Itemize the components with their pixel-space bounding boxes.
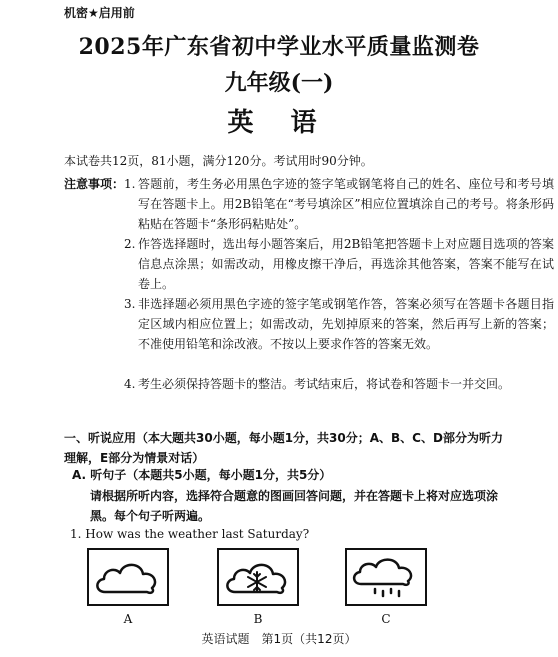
option-a-picture — [87, 548, 169, 606]
note-number: 1. — [124, 177, 136, 191]
note-number: 2. — [124, 237, 136, 251]
snow-icon — [219, 550, 297, 604]
option-c-label: C — [381, 612, 391, 626]
note-text: 作答选择题时，选出每小题答案后，用2B铅笔把答题卡上对应题目选项的答案信息点涂黑；如需改动，用橡皮擦干净后，再选涂其他答案，答案不能写在试卷上。 — [138, 237, 554, 291]
option-a-label: A — [123, 612, 133, 626]
notes-label: 注意事项： — [64, 177, 125, 191]
part-a-instruction: 请根据所听内容，选择符合题意的图画回答问题，并在答题卡上将对应选项涂黑。每个句子听两遍。 — [90, 489, 499, 523]
question-1-text: 1. How was the weather last Saturday? — [70, 527, 310, 541]
option-b-label: B — [253, 612, 263, 626]
option-b-picture — [217, 548, 299, 606]
exam-info: 本试卷共12页，81小题，满分120分。考试用时90分钟。 — [64, 154, 373, 168]
exam-subject: 英 语 — [227, 108, 331, 138]
exam-title: 2025年广东省初中学业水平质量监测卷 — [78, 34, 480, 60]
rain-icon — [347, 550, 425, 604]
note-number: 4. — [124, 377, 136, 391]
note-item — [124, 294, 554, 354]
part-a-title: A. 听句子（本题共5小题，每小题1分，共5分） — [72, 468, 332, 482]
cloudy-icon — [89, 550, 167, 604]
note-number: 3. — [124, 297, 136, 311]
section-heading: 一、听说应用（本大题共30小题，每小题1分，共30分；A、B、C、D部分为听力理解，E部分为情景对话） — [64, 431, 503, 465]
note-text: 答题前，考生务必用黑色字迹的签字笔或钢笔将自己的姓名、座位号和考号填写在答题卡上。用2B铅笔在“考号填涂区”相应位置填涂自己的考号。将条形码粘贴在答题卡“条形码粘贴处”。 — [138, 177, 554, 231]
note-item — [124, 174, 554, 234]
note-item — [124, 234, 554, 294]
option-c-picture — [345, 548, 427, 606]
page-footer: 英语试题 第1页（共12页） — [201, 632, 357, 646]
exam-grade: 九年级(一) — [224, 70, 334, 96]
note-text: 非选择题必须用黑色字迹的签字笔或钢笔作答，答案必须写在答题卡各题目指定区域内相应位置上；如需改动，先划掉原来的答案，然后再写上新的答案；不准使用铅笔和涂改液。不按以上要求作答的答案无效。 — [138, 297, 554, 351]
secret-mark: 机密★启用前 — [64, 6, 135, 20]
note-item — [124, 374, 554, 394]
note-text: 考生必须保持答题卡的整洁。考试结束后，将试卷和答题卡一并交回。 — [138, 377, 511, 391]
